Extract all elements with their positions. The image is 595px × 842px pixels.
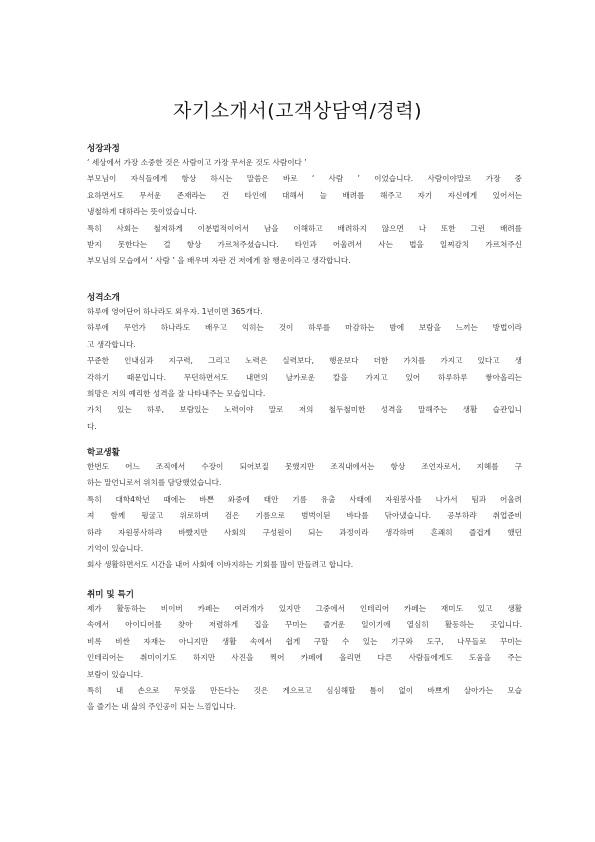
- body-line: 고 생각합니다.: [87, 339, 136, 349]
- section-personality: [87, 292, 522, 435]
- body-line: 다.: [87, 421, 97, 431]
- section-hobbies: [87, 589, 522, 716]
- body-line: 져 함께 뒹굴고 위로하며 검은 기름으로 범벅이된 바다를 닦아냈습니다. 공부하랴 취업준비: [87, 511, 522, 521]
- body-line: 특히 사회는 철저하게 이분법적이어서 남을 이해하고 배려하지 않으면 나 또한 그런 배려를: [87, 223, 522, 233]
- body-line: 회사 생활하면서도 시간을 내어 사회에 이바지하는 기회를 많이 만들려고 합니다.: [87, 560, 354, 570]
- section-heading: 성장과정: [87, 144, 120, 154]
- body-line: 받지 못한다는 걸 항상 가르쳐주셨습니다. 타인과 어울려서 사는 법을 일찌감치 가르쳐주신: [87, 239, 522, 249]
- body-line: 제가 활동하는 비이버 카페는 여러개가 있지만 그중에서 인테리어 카페는 재미도 있고 생활: [87, 604, 522, 613]
- body-line: 특히 대학4학년 때에는 바쁜 와중에 태안 기름 유출 사태에 자원봉사를 나가서 팀과 어울려: [87, 494, 522, 504]
- body-line: 가치 있는 하루, 보람있는 노력이야 말로 저의 철두철미한 성격을 말해주는 생활 습관입니: [87, 405, 522, 415]
- body-line: 인테리어는 취미이기도 하지만 사진을 찍어 카페에 올리면 다른 사람들에게도 도움을 주는: [87, 653, 522, 663]
- body-line: 부모님의 모습에서 ‘ 사람 ’ 을 배우며 자란 건 저에게 참 행운이라고 생각합니다.: [87, 256, 351, 266]
- section-heading: 학교생활: [87, 448, 120, 458]
- body-line: 속에서 아이디어를 찾아 저렴하게 집을 꾸미는 즐거운 일이기에 열심히 활동하는 곳입니다.: [87, 620, 522, 630]
- section-heading: 성격소개: [87, 293, 120, 303]
- body-line: 냉철하게 대하라는 뜻이었습니다.: [87, 207, 197, 217]
- section-school-life: [87, 447, 522, 574]
- body-line: 희망은 저의 예리한 성격을 잘 나타내주는 모습입니다.: [87, 388, 266, 398]
- body-line: 보람이 있습니다.: [87, 669, 144, 679]
- body-line: 꾸준한 인내심과 지구력, 그리고 노력은 실력보다, 행운보다 더한 가치를 가지고 있다고 생: [87, 356, 522, 366]
- body-line: 기억이 있습니다.: [87, 543, 144, 553]
- document-title: 자기소개서(고객상담역/경력): [173, 100, 422, 122]
- body-line: 특히 내 손으로 무엇을 만든다는 것은 게으르고 심심해할 틈이 없이 바쁘게 살아가는 모습: [87, 685, 522, 695]
- section-growth: [87, 143, 522, 270]
- body-line: 비록 비싼 자재는 아니지만 생활 속에서 쉽게 구할 수 있는 기구와 도구, 나무들로 꾸미는: [87, 636, 522, 646]
- body-line: 하루에 영어단어 하나라도 외우자. 1년이면 365개다.: [87, 307, 263, 316]
- body-line: 하랴 자원봉사하랴 바빴지만 사회의 구성원이 되는 과정이라 생각하며 흔쾌히 즐겁게 했던: [87, 527, 522, 537]
- body-line: 하는 말언니로서 위치를 담당했었습니다.: [87, 478, 222, 488]
- body-line: 요하면서도 무서운 존재라는 건 타인에 대해서 늘 배려를 해주고 자기 자신에게 있어서는: [87, 190, 522, 200]
- body-line: ‘ 세상에서 가장 소중한 것은 사람이고 가장 무서운 것도 사람이다 ’: [87, 158, 307, 167]
- body-line: 하루에 무언가 하나라도 배우고 익히는 것이 하루를 마감하는 밤에 보람을 느끼는 방법이라: [87, 323, 522, 333]
- body-line: 각하기 때문입니다. 무던하면서도 내면의 날카로운 칼을 가지고 있어 하루하루 쌓아올리는: [87, 372, 522, 382]
- body-line: 한번도 어느 조직에서 수장이 되어보질 못했지만 조직내에서는 항상 조언자로서, 지혜를 구: [87, 462, 522, 471]
- body-line: 부모님이 자식들에게 항상 하시는 말씀은 바로 ‘ 사람 ’ 이었습니다. 사람이야말로 가장 중: [87, 174, 522, 184]
- section-heading: 취미 및 특기: [87, 590, 134, 600]
- body-line: 을 즐기는 내 삶의 주인공이 되는 느낌입니다.: [87, 702, 236, 712]
